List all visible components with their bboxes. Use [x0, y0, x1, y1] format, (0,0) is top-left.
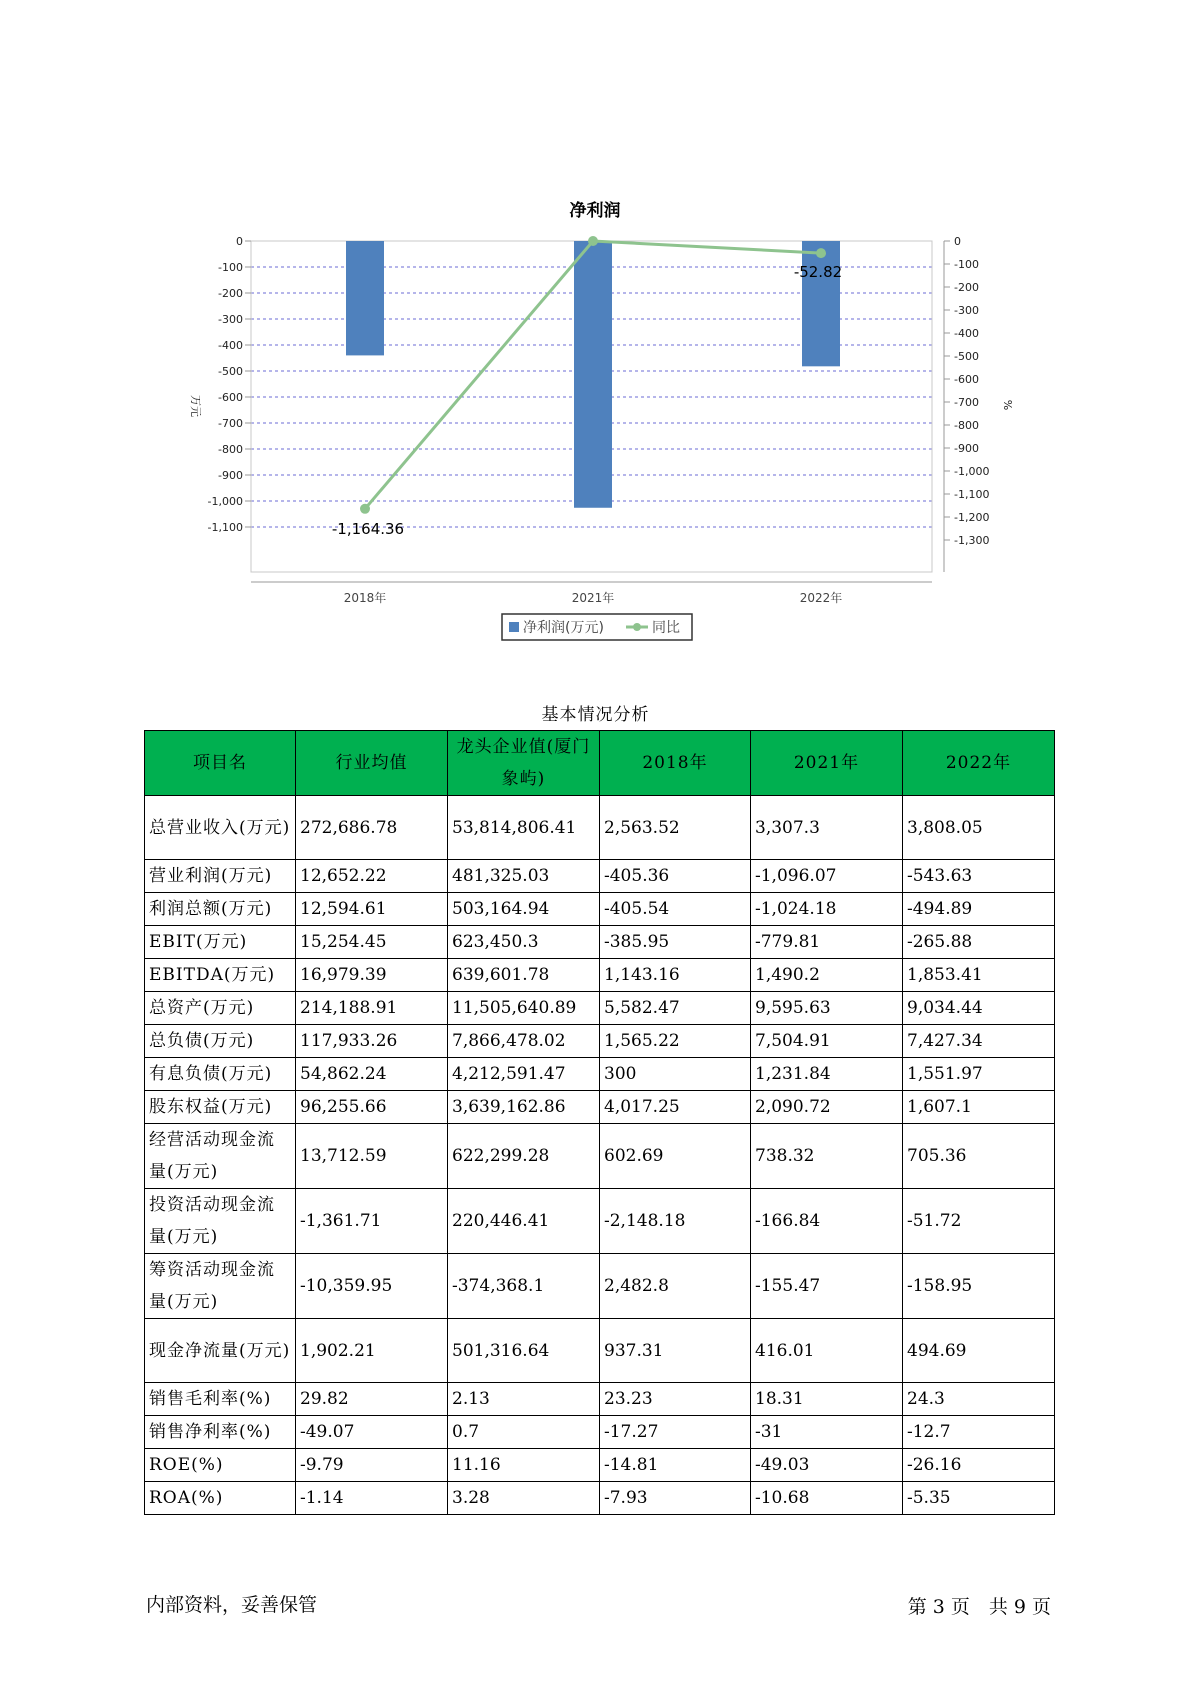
value-cell: -14.81 [600, 1449, 751, 1482]
net-profit-chart [0, 0, 1191, 660]
header-industry-average: 行业均值 [296, 731, 448, 796]
row-name-cell: 总负债(万元) [145, 1025, 296, 1058]
value-cell: 416.01 [751, 1319, 903, 1383]
bar [346, 241, 384, 355]
value-cell: 23.23 [600, 1383, 751, 1416]
value-cell: 501,316.64 [448, 1319, 600, 1383]
header-leader-value: 龙头企业值(厦门象屿) [448, 731, 600, 796]
table-row [145, 1058, 1055, 1091]
value-cell: 3,808.05 [903, 796, 1055, 860]
table-header-row [145, 731, 1055, 796]
row-name-cell: 有息负债(万元) [145, 1058, 296, 1091]
table-row [145, 893, 1055, 926]
value-cell: 24.3 [903, 1383, 1055, 1416]
value-cell: 1,565.22 [600, 1025, 751, 1058]
value-cell: 1,902.21 [296, 1319, 448, 1383]
legend-line-label: 同比 [652, 620, 680, 636]
value-cell: 623,450.3 [448, 926, 600, 959]
value-cell: 4,212,591.47 [448, 1058, 600, 1091]
value-cell: -405.54 [600, 893, 751, 926]
value-cell: 4,017.25 [600, 1091, 751, 1124]
value-cell: 1,607.1 [903, 1091, 1055, 1124]
value-cell: 7,427.34 [903, 1025, 1055, 1058]
bar [574, 241, 612, 508]
row-name-cell: ROA(%) [145, 1482, 296, 1515]
table-caption: 基本情况分析 [541, 705, 650, 725]
value-cell: 54,862.24 [296, 1058, 448, 1091]
right-tick-label: -100 [954, 258, 979, 271]
page-prefix: 第 [907, 1596, 927, 1618]
bar [802, 241, 840, 366]
legend-bar-swatch [509, 622, 519, 632]
value-cell: 2,563.52 [600, 796, 751, 860]
table-row [145, 992, 1055, 1025]
table-row [145, 1189, 1055, 1254]
value-cell: 29.82 [296, 1383, 448, 1416]
value-cell: 12,652.22 [296, 860, 448, 893]
value-cell: 9,034.44 [903, 992, 1055, 1025]
right-tick-label: -1,000 [954, 465, 990, 478]
left-tick-label: -1,000 [207, 495, 243, 508]
page-mid: 页 共 [950, 1596, 1008, 1618]
value-cell: -265.88 [903, 926, 1055, 959]
left-tick-label: -400 [218, 339, 243, 352]
page-current: 3 [932, 1596, 945, 1618]
row-name-cell: 现金净流量(万元) [145, 1319, 296, 1383]
data-label: -52.82 [793, 263, 843, 282]
right-tick-label: -700 [954, 396, 979, 409]
category-label: 2022年 [799, 591, 843, 605]
value-cell: 11.16 [448, 1449, 600, 1482]
value-cell: 3,307.3 [751, 796, 903, 860]
left-tick-label: -700 [218, 417, 243, 430]
value-cell: 15,254.45 [296, 926, 448, 959]
value-cell: -158.95 [903, 1254, 1055, 1319]
row-name-cell: 总资产(万元) [145, 992, 296, 1025]
value-cell: -405.36 [600, 860, 751, 893]
value-cell: 0.7 [448, 1416, 600, 1449]
value-cell: 602.69 [600, 1124, 751, 1189]
value-cell: 13,712.59 [296, 1124, 448, 1189]
value-cell: -1,096.07 [751, 860, 903, 893]
table-row [145, 860, 1055, 893]
line-point [360, 504, 370, 514]
value-cell: 9,595.63 [751, 992, 903, 1025]
line-point [816, 248, 826, 258]
value-cell: 272,686.78 [296, 796, 448, 860]
value-cell: 3.28 [448, 1482, 600, 1515]
value-cell: -12.7 [903, 1416, 1055, 1449]
value-cell: -543.63 [903, 860, 1055, 893]
value-cell: 214,188.91 [296, 992, 448, 1025]
value-cell: 481,325.03 [448, 860, 600, 893]
right-axis-ticks [944, 235, 989, 547]
right-tick-label: -800 [954, 419, 979, 432]
right-tick-label: -400 [954, 327, 979, 340]
row-name-cell: 销售毛利率(%) [145, 1383, 296, 1416]
right-tick-label: -1,200 [954, 511, 990, 524]
chart-legend [502, 614, 692, 640]
value-cell: 705.36 [903, 1124, 1055, 1189]
right-tick-label: -600 [954, 373, 979, 386]
value-cell: -10,359.95 [296, 1254, 448, 1319]
value-cell: 5,582.47 [600, 992, 751, 1025]
value-cell: -9.79 [296, 1449, 448, 1482]
row-name-cell: 利润总额(万元) [145, 893, 296, 926]
table-row [145, 926, 1055, 959]
y-axis-label-right: % [1001, 399, 1014, 411]
left-tick-label: 0 [236, 235, 243, 248]
table-row [145, 796, 1055, 860]
value-cell: -1.14 [296, 1482, 448, 1515]
row-name-cell: EBITDA(万元) [145, 959, 296, 992]
value-cell: -155.47 [751, 1254, 903, 1319]
value-cell: 1,490.2 [751, 959, 903, 992]
value-cell: 300 [600, 1058, 751, 1091]
row-name-cell: 经营活动现金流量(万元) [145, 1124, 296, 1189]
value-cell: 622,299.28 [448, 1124, 600, 1189]
category-labels [344, 590, 843, 605]
right-tick-label: -500 [954, 350, 979, 363]
page-total: 9 [1013, 1596, 1026, 1618]
value-cell: 1,143.16 [600, 959, 751, 992]
value-cell: 2.13 [448, 1383, 600, 1416]
value-cell: 12,594.61 [296, 893, 448, 926]
table-row [145, 1091, 1055, 1124]
value-cell: -31 [751, 1416, 903, 1449]
value-cell: 503,164.94 [448, 893, 600, 926]
value-cell: 937.31 [600, 1319, 751, 1383]
table-row [145, 1449, 1055, 1482]
right-tick-label: -900 [954, 442, 979, 455]
footer-page-number [905, 1592, 1054, 1619]
row-name-cell: ROE(%) [145, 1449, 296, 1482]
value-cell: -385.95 [600, 926, 751, 959]
value-cell: -7.93 [600, 1482, 751, 1515]
left-tick-label: -200 [218, 287, 243, 300]
right-tick-label: -300 [954, 304, 979, 317]
value-cell: -10.68 [751, 1482, 903, 1515]
header-item-name: 项目名 [145, 731, 296, 796]
value-cell: -374,368.1 [448, 1254, 600, 1319]
right-tick-label: -1,100 [954, 488, 990, 501]
table-row [145, 1482, 1055, 1515]
value-cell: 2,482.8 [600, 1254, 751, 1319]
value-cell: 7,504.91 [751, 1025, 903, 1058]
table-row [145, 1025, 1055, 1058]
row-name-cell: 筹资活动现金流量(万元) [145, 1254, 296, 1319]
right-tick-label: -200 [954, 281, 979, 294]
row-name-cell: 营业利润(万元) [145, 860, 296, 893]
value-cell: 1,853.41 [903, 959, 1055, 992]
left-tick-label: -800 [218, 443, 243, 456]
y-axis-label-left: 万元 [189, 395, 202, 417]
row-name-cell: 股东权益(万元) [145, 1091, 296, 1124]
value-cell: -26.16 [903, 1449, 1055, 1482]
bar-series [346, 241, 843, 508]
value-cell: 220,446.41 [448, 1189, 600, 1254]
value-cell: -2,148.18 [600, 1189, 751, 1254]
value-cell: -5.35 [903, 1482, 1055, 1515]
value-cell: 117,933.26 [296, 1025, 448, 1058]
value-cell: -1,361.71 [296, 1189, 448, 1254]
value-cell: -49.03 [751, 1449, 903, 1482]
value-cell: 96,255.66 [296, 1091, 448, 1124]
value-cell: 18.31 [751, 1383, 903, 1416]
table-row [145, 1254, 1055, 1319]
value-cell: -166.84 [751, 1189, 903, 1254]
table-row [145, 1124, 1055, 1189]
value-cell: 494.69 [903, 1319, 1055, 1383]
value-cell: 7,866,478.02 [448, 1025, 600, 1058]
value-cell: 2,090.72 [751, 1091, 903, 1124]
left-tick-label: -100 [218, 261, 243, 274]
category-label: 2021年 [571, 591, 615, 605]
header-2022: 2022年 [903, 731, 1055, 796]
chart-title: 净利润 [569, 201, 621, 221]
right-tick-label: 0 [954, 235, 961, 248]
data-label: -1,164.36 [331, 519, 405, 538]
legend-bar-label: 净利润(万元) [523, 620, 604, 636]
value-cell: -49.07 [296, 1416, 448, 1449]
right-tick-label: -1,300 [954, 534, 990, 547]
left-tick-label: -500 [218, 365, 243, 378]
row-name-cell: 总营业收入(万元) [145, 796, 296, 860]
page-suffix: 页 [1031, 1596, 1051, 1618]
row-name-cell: 投资活动现金流量(万元) [145, 1189, 296, 1254]
value-cell: 11,505,640.89 [448, 992, 600, 1025]
table-row [145, 1319, 1055, 1383]
value-cell: -1,024.18 [751, 893, 903, 926]
table-row [145, 1416, 1055, 1449]
header-2021: 2021年 [751, 731, 903, 796]
value-cell: -51.72 [903, 1189, 1055, 1254]
value-cell: -494.89 [903, 893, 1055, 926]
row-name-cell: 销售净利率(%) [145, 1416, 296, 1449]
row-name-cell: EBIT(万元) [145, 926, 296, 959]
footer-confidential-note: 内部资料，妥善保管 [146, 1594, 318, 1616]
table-row [145, 1383, 1055, 1416]
basic-analysis-table [144, 730, 1055, 1515]
value-cell: -17.27 [600, 1416, 751, 1449]
value-cell: 3,639,162.86 [448, 1091, 600, 1124]
legend-line-marker [633, 623, 641, 631]
value-cell: 16,979.39 [296, 959, 448, 992]
line-point [588, 236, 598, 246]
value-cell: 738.32 [751, 1124, 903, 1189]
left-tick-label: -1,100 [207, 521, 243, 534]
table-row [145, 959, 1055, 992]
header-2018: 2018年 [600, 731, 751, 796]
left-axis-ticks [208, 235, 251, 534]
value-cell: 53,814,806.41 [448, 796, 600, 860]
value-cell: 639,601.78 [448, 959, 600, 992]
value-cell: -779.81 [751, 926, 903, 959]
left-tick-label: -600 [218, 391, 243, 404]
category-label: 2018年 [343, 591, 387, 605]
value-cell: 1,231.84 [751, 1058, 903, 1091]
left-tick-label: -300 [218, 313, 243, 326]
value-cell: 1,551.97 [903, 1058, 1055, 1091]
left-tick-label: -900 [218, 469, 243, 482]
